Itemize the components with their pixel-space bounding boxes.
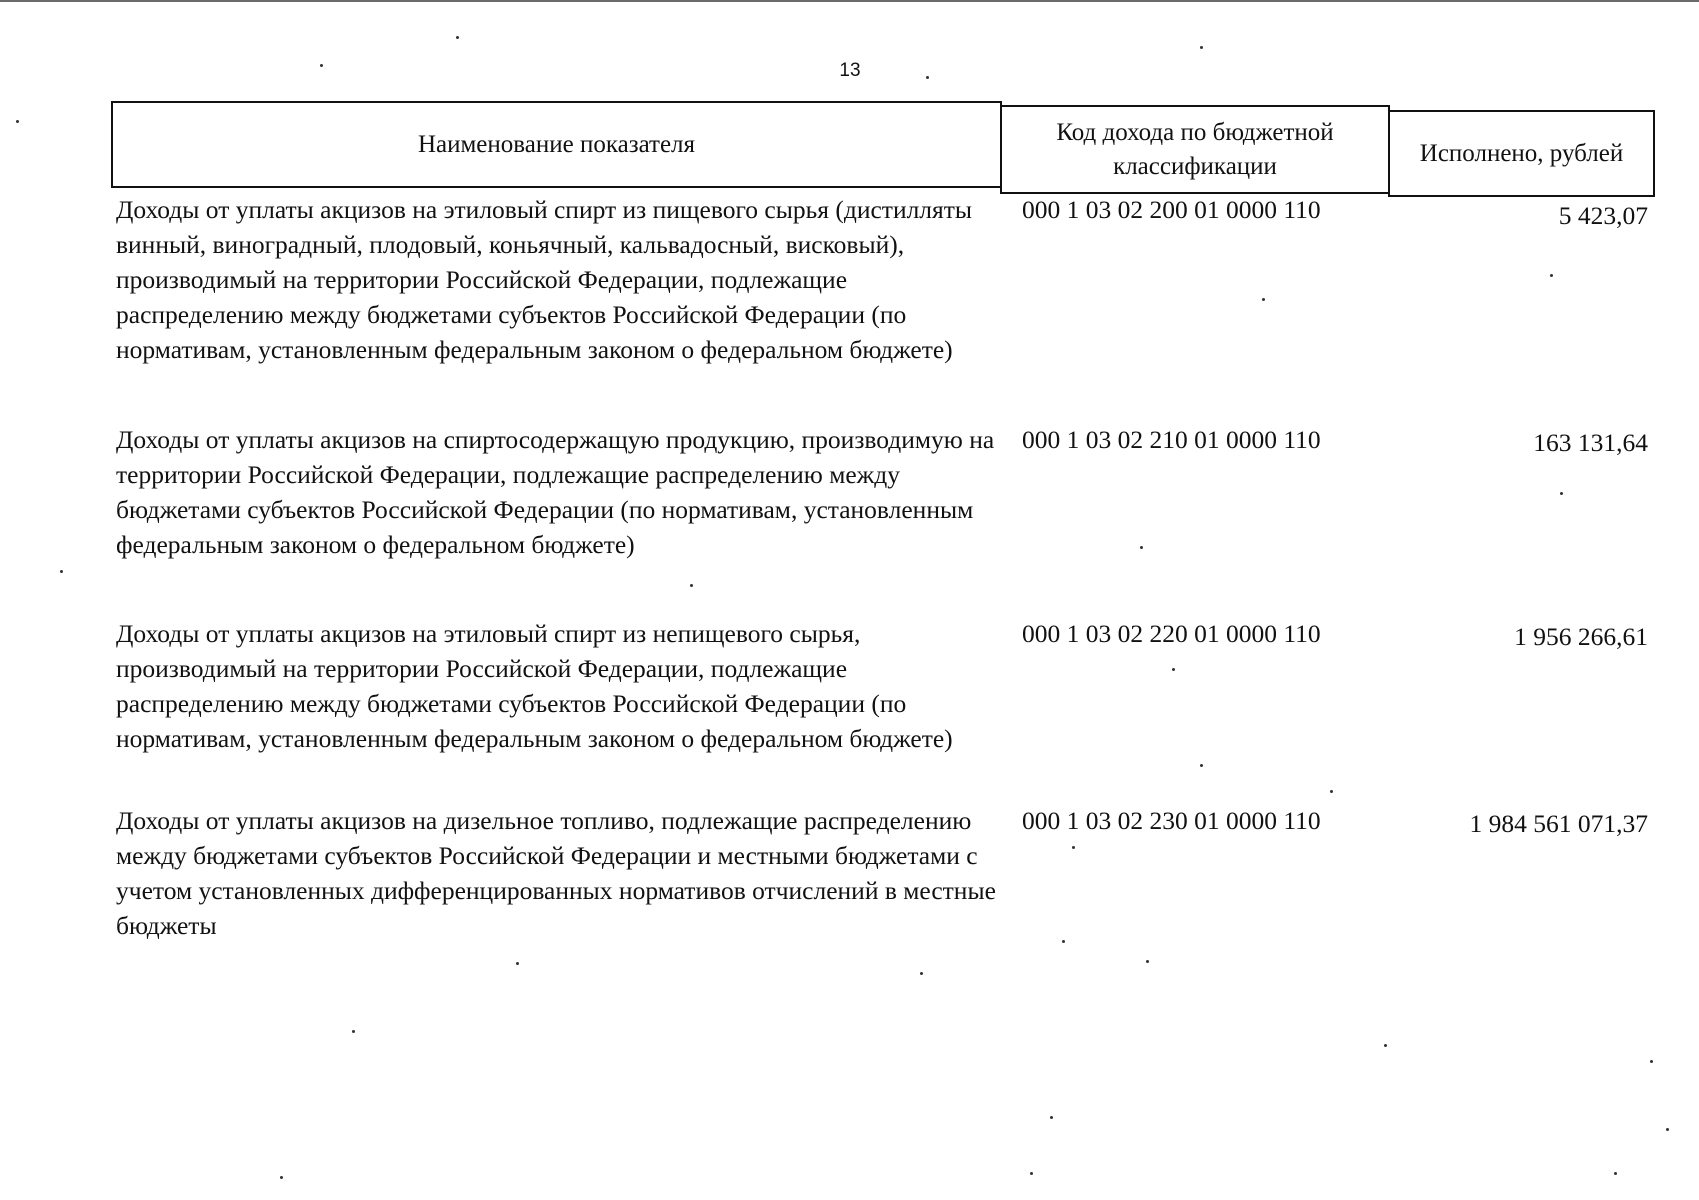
scan-speck: [320, 64, 323, 67]
scan-speck: [1072, 846, 1075, 849]
scan-speck: [1030, 1172, 1033, 1175]
header-code: [1000, 105, 1390, 194]
scan-speck: [1200, 764, 1203, 767]
header-executed-label: Исполнено, рублей: [1419, 139, 1624, 167]
scan-speck: [1650, 1060, 1653, 1063]
scan-speck: [1172, 668, 1175, 671]
page-number: 13: [839, 60, 861, 81]
scan-speck: [1200, 46, 1203, 49]
scan-speck: [690, 584, 693, 587]
scan-speck: [16, 120, 19, 123]
row-value: 5 423,07: [1558, 201, 1648, 230]
header-executed: [1388, 110, 1655, 197]
row-name: Доходы от уплаты акцизов на этиловый спирт из непищевого сырья, производимый на территории Российской Федерации, подлежащие распределению между бюджетами субъектов Российской Федерации (по нормативам, установленным федеральным законом о федеральном бюджете): [116, 619, 953, 753]
scan-top-edge: [0, 0, 1699, 2]
row-name: Доходы от уплаты акцизов на спиртосодержащую продукцию, производимую на территории Российской Федерации, подлежащие распределению между бюджетами субъектов Российской Федерации (по нормативам, установленным федеральным законом о федеральном бюджете): [116, 425, 995, 559]
scan-speck: [1550, 274, 1553, 277]
scan-speck: [352, 1030, 355, 1033]
scan-speck: [1330, 790, 1333, 793]
scan-speck: [1666, 1128, 1669, 1131]
scan-speck: [60, 570, 63, 573]
scan-speck: [1262, 298, 1265, 301]
row-code: 000 1 03 02 200 01 0000 110: [1022, 195, 1321, 224]
row-code: 000 1 03 02 220 01 0000 110: [1022, 619, 1321, 648]
scan-speck: [1062, 940, 1065, 943]
header-name: [111, 101, 1002, 188]
scan-speck: [1050, 1116, 1053, 1119]
header-name-label: Наименование показателя: [417, 130, 696, 158]
scan-speck: [280, 1176, 283, 1179]
row-name: Доходы от уплаты акцизов на этиловый спирт из пищевого сырья (дистилляты винный, виноградный, плодовый, коньячный, кальвадосный, висковый), производимый на территории Российской Федерации, подлежащие распределению между бюджетами субъектов Российской Федерации (по нормативам, установленным федеральным законом о федеральном бюджете): [116, 195, 973, 364]
row-name: Доходы от уплаты акцизов на дизельное топливо, подлежащие распределению между бюджетами субъектов Российской Федерации и местными бюджетами с учетом установленных дифференцированных нормативов отчислений в местные бюджеты: [116, 806, 996, 940]
row-code: 000 1 03 02 230 01 0000 110: [1022, 806, 1321, 835]
row-value: 1 956 266,61: [1514, 622, 1648, 651]
scan-speck: [1560, 492, 1563, 495]
scan-speck: [1146, 960, 1149, 963]
row-code: 000 1 03 02 210 01 0000 110: [1022, 425, 1321, 454]
scan-speck: [1614, 1172, 1617, 1175]
scan-speck: [516, 962, 519, 965]
scan-speck: [1140, 546, 1143, 549]
scan-speck: [1384, 1044, 1387, 1047]
scan-speck: [456, 36, 459, 39]
scan-speck: [920, 972, 923, 975]
row-value: 1 984 561 071,37: [1469, 809, 1648, 838]
scan-speck: [926, 76, 929, 79]
header-code-label: Код дохода по бюджетной классификации: [1056, 118, 1334, 180]
row-value: 163 131,64: [1533, 428, 1648, 457]
